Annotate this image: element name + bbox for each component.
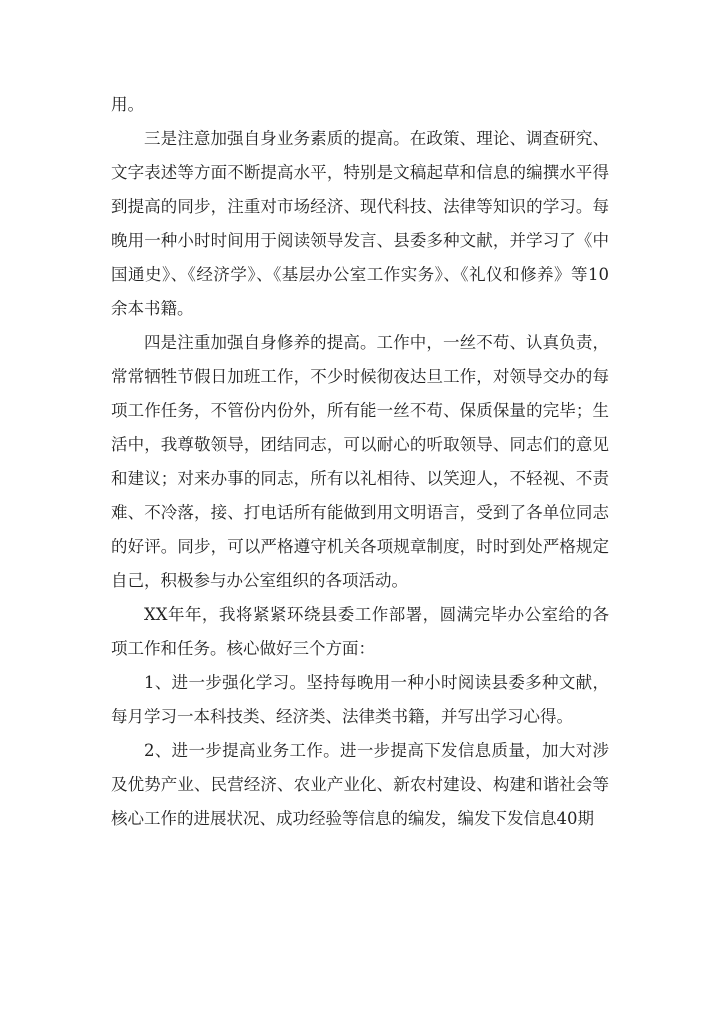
paragraph-continuation: 用。 xyxy=(111,95,144,114)
paragraph-item-study: 1、进一步强化学习。坚持每晚用一种小时阅读县委多种文献，每月学习一本科技类、经济类、法律类书籍，并写出学习心得。 xyxy=(111,673,609,726)
paragraph-self-cultivation: 四是注重加强自身修养的提高。工作中，一丝不苟、认真负责，常常牺牲节假日加班工作，不少时候彻夜达旦工作，对领导交办的每项工作任务，不管份内份外，所有能一丝不苟、保质保量的完毕；生活中，我尊敬领导，团结同志，可以耐心的听取领导、同志们的意见和建议；对来办事的同志，所有以礼相待、以笑迎人，不轻视、不责难、不冷落，接、打电话所有能做到用文明语言，受到了各单位同志的好评。同步，可以严格遵守机关各项规章制度，时时到处严格规定自己，积极参与办公室组织的各项活动。 xyxy=(111,333,609,590)
paragraph-professional-quality: 三是注意加强自身业务素质的提高。在政策、理论、调查研究、文字表述等方面不断提高水平，特别是文稿起草和信息的编撰水平得到提高的同步，注重对市场经济、现代科技、法律等知识的学习。每晚用一种小时时间用于阅读领导发言、县委多种文献，并学习了《中国通史》、《经济学》、《基层办公室工作实务》、《礼仪和修养》等10余本书籍。 xyxy=(111,129,609,318)
paragraph-item-business: 2、进一步提高业务工作。进一步提高下发信息质量，加大对涉及优势产业、民营经济、农业产业化、新农村建设、构建和谐社会等核心工作的进展状况、成功经验等信息的编发，编发下发信息40期 xyxy=(111,741,609,828)
paragraph-next-year-plan: XX年年，我将紧紧环绕县委工作部署，圆满完毕办公室给的各项工作和任务。核心做好三个方面： xyxy=(111,605,609,658)
document-body xyxy=(111,88,609,836)
